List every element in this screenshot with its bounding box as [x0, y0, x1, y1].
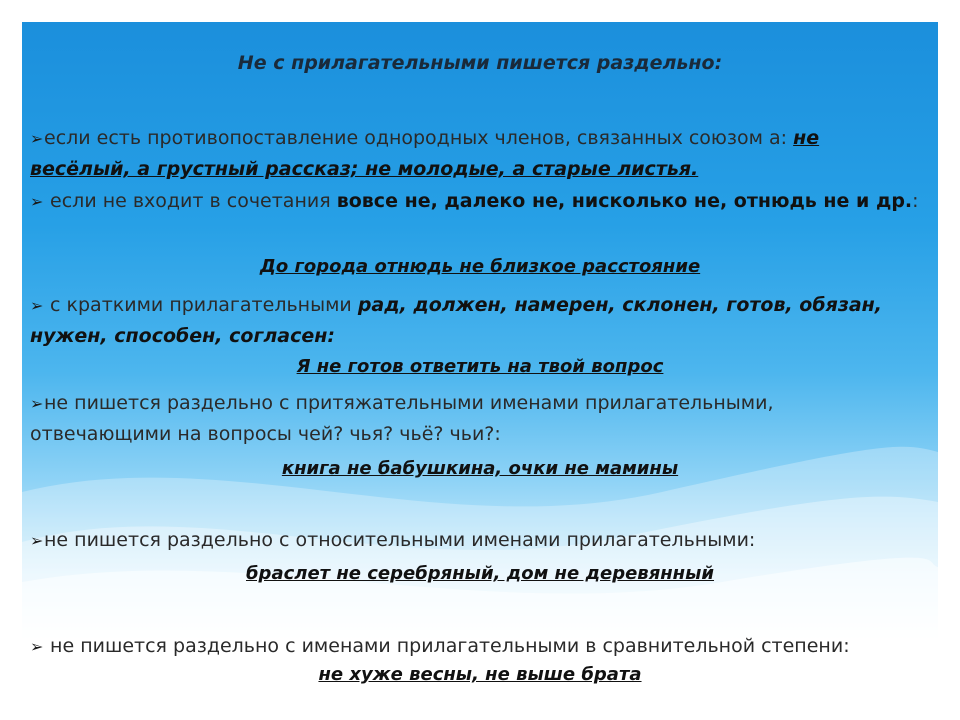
rule-example: не весёлый, а грустный рассказ; не молодые, а старые листья. — [30, 127, 820, 180]
slide-title: Не с прилагательными пишется раздельно: — [237, 52, 723, 74]
arrow-bullet-icon: ➢ — [30, 394, 44, 413]
rule-text: если не входит в сочетания — [44, 190, 337, 212]
example-line: браслет не серебряный, дом не деревянный — [245, 563, 715, 584]
example-line: не хуже весны, не выше брата — [318, 664, 642, 685]
rule-item — [30, 388, 920, 449]
arrow-bullet-icon: ➢ — [30, 129, 44, 148]
example-line: До города отнюдь не близкое расстояние — [259, 256, 701, 277]
rule-item — [30, 525, 920, 556]
rule-text: не пишется раздельно с именами прилагательными в сравнительной степени: — [44, 635, 850, 657]
example-line: Я не готов ответить на твой вопрос — [296, 356, 664, 377]
rule-item — [30, 290, 920, 351]
rule-item — [30, 631, 920, 662]
arrow-bullet-icon: ➢ — [30, 192, 44, 211]
rule-text: не пишется раздельно с относительными именами прилагательными: — [44, 529, 756, 551]
slide-content — [22, 22, 938, 698]
example-line: книга не бабушкина, очки не мамины — [281, 458, 679, 479]
rule-phrases: вовсе не, далеко не, нисколько не, отнюдь не и др. — [336, 190, 913, 212]
rule-text: если есть противопоставление однородных членов, связанных союзом а: — [44, 127, 794, 149]
arrow-bullet-icon: ➢ — [30, 531, 44, 550]
rule-colon: : — [912, 190, 919, 212]
slide — [22, 22, 938, 698]
rule-item — [30, 123, 920, 184]
arrow-bullet-icon: ➢ — [30, 296, 44, 315]
arrow-bullet-icon: ➢ — [30, 637, 44, 656]
rule-text: с краткими прилагательными — [44, 294, 358, 316]
rule-item — [30, 186, 920, 217]
rule-text: не пишется раздельно с притяжательными именами прилагательными, отвечающими на вопросы чей? чья? чьё? чьи?: — [30, 392, 774, 445]
rule-adjectives: рад, должен, намерен, склонен, готов, обязан, нужен, способен, согласен: — [30, 294, 883, 347]
